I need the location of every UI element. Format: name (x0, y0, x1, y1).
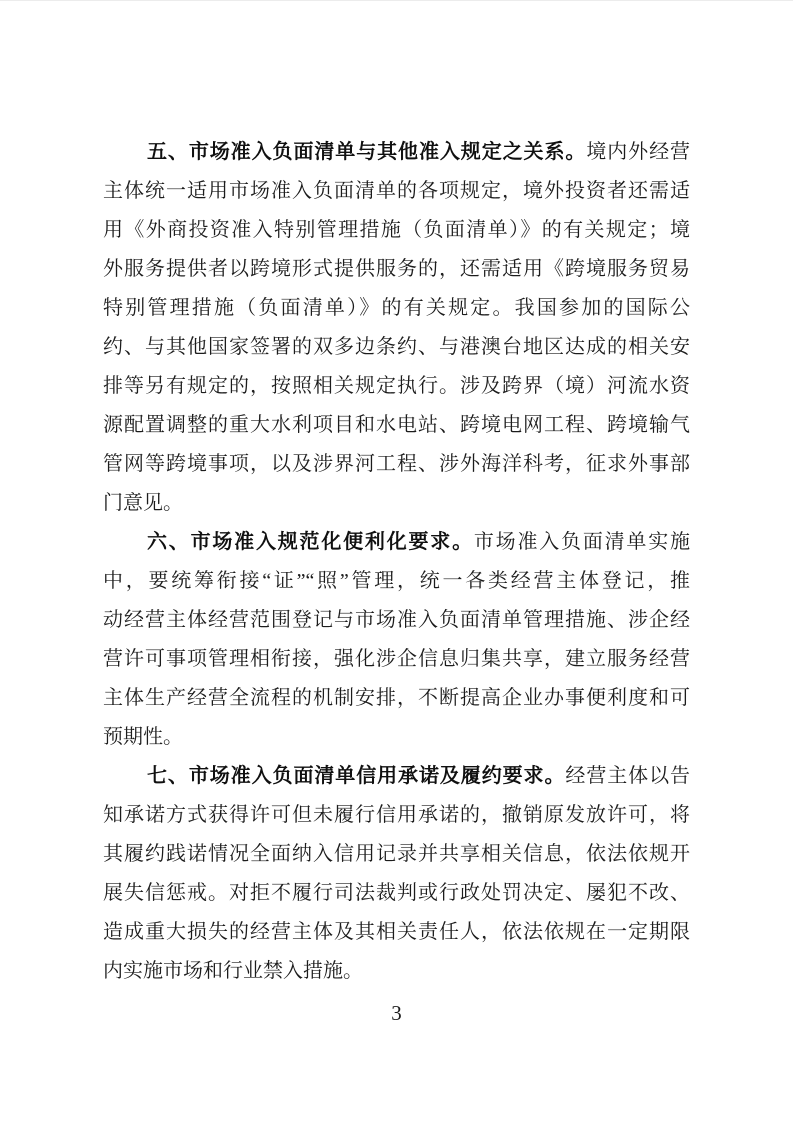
line-text: 主体统一适用市场准入负面清单的各项规定，境外投资者还需适 (103, 180, 690, 202)
text-line (103, 835, 690, 874)
line-text: 动经营主体经营范围登记与市场准入负面清单管理措施、涉企经 (103, 609, 690, 631)
text-line (103, 367, 690, 406)
section-heading: 六、市场准入规范化便利化要求。 (147, 531, 474, 553)
line-text: 主体生产经营全流程的机制安排，不断提高企业办事便利度和可 (103, 687, 690, 709)
text-line (103, 172, 690, 211)
text-line (103, 757, 690, 796)
line-text: 营许可事项管理相衔接，强化涉企信息归集共享，建立服务经营 (103, 648, 690, 670)
text-line (103, 523, 690, 562)
text-line (103, 718, 690, 757)
line-text: 预期性。 (103, 726, 183, 748)
text-line (103, 601, 690, 640)
line-text: 其履约践诺情况全面纳入信用记录并共享相关信息，依法依规开 (103, 843, 690, 865)
line-text: 门意见。 (103, 492, 183, 514)
line-text: 市场准入负面清单实施 (473, 531, 690, 553)
line-text: 内实施市场和行业禁入措施。 (103, 960, 363, 982)
line-text: 源配置调整的重大水利项目和水电站、跨境电网工程、跨境输气 (103, 414, 690, 436)
text-line (103, 874, 690, 913)
line-text: 造成重大损失的经营主体及其相关责任人，依法依规在一定期限 (103, 921, 690, 943)
text-line (103, 952, 690, 991)
text-line (103, 679, 690, 718)
line-text: 用《外商投资准入特别管理措施（负面清单）》的有关规定；境 (103, 219, 690, 241)
line-text: 经营主体以告 (565, 765, 690, 787)
text-line (103, 640, 690, 679)
section-heading: 五、市场准入负面清单与其他准入规定之关系。 (147, 141, 587, 163)
scan-edge-line (0, 0, 793, 1)
text-line (103, 289, 690, 328)
section-heading: 七、市场准入负面清单信用承诺及履约要求。 (147, 765, 566, 787)
line-text: 约、与其他国家签署的双多边条约、与港澳台地区达成的相关安 (103, 336, 690, 358)
text-line (103, 796, 690, 835)
text-line (103, 250, 690, 289)
text-line (103, 445, 690, 484)
text-line (103, 211, 690, 250)
line-text: 境内外经营 (586, 141, 690, 163)
line-text: 展失信惩戒。对拒不履行司法裁判或行政处罚决定、屡犯不改、 (103, 882, 690, 904)
document-content (103, 133, 690, 991)
text-line (103, 133, 690, 172)
page-number: 3 (391, 1001, 402, 1025)
text-line (103, 328, 690, 367)
line-text: 排等另有规定的，按照相关规定执行。涉及跨界（境）河流水资 (103, 375, 690, 397)
line-text: 知承诺方式获得许可但未履行信用承诺的，撤销原发放许可，将 (103, 804, 690, 826)
text-line (103, 913, 690, 952)
paragraph (103, 133, 690, 523)
paragraph (103, 757, 690, 991)
text-line (103, 406, 690, 445)
paragraph (103, 523, 690, 757)
line-text: 中，要统筹衔接“证”“照”管理，统一各类经营主体登记，推 (103, 570, 690, 592)
line-text: 特别管理措施（负面清单）》的有关规定。我国参加的国际公 (103, 297, 690, 319)
text-line (103, 562, 690, 601)
line-text: 外服务提供者以跨境形式提供服务的，还需适用《跨境服务贸易 (103, 258, 690, 280)
text-line (103, 484, 690, 523)
line-text: 管网等跨境事项，以及涉界河工程、涉外海洋科考，征求外事部 (103, 453, 690, 475)
